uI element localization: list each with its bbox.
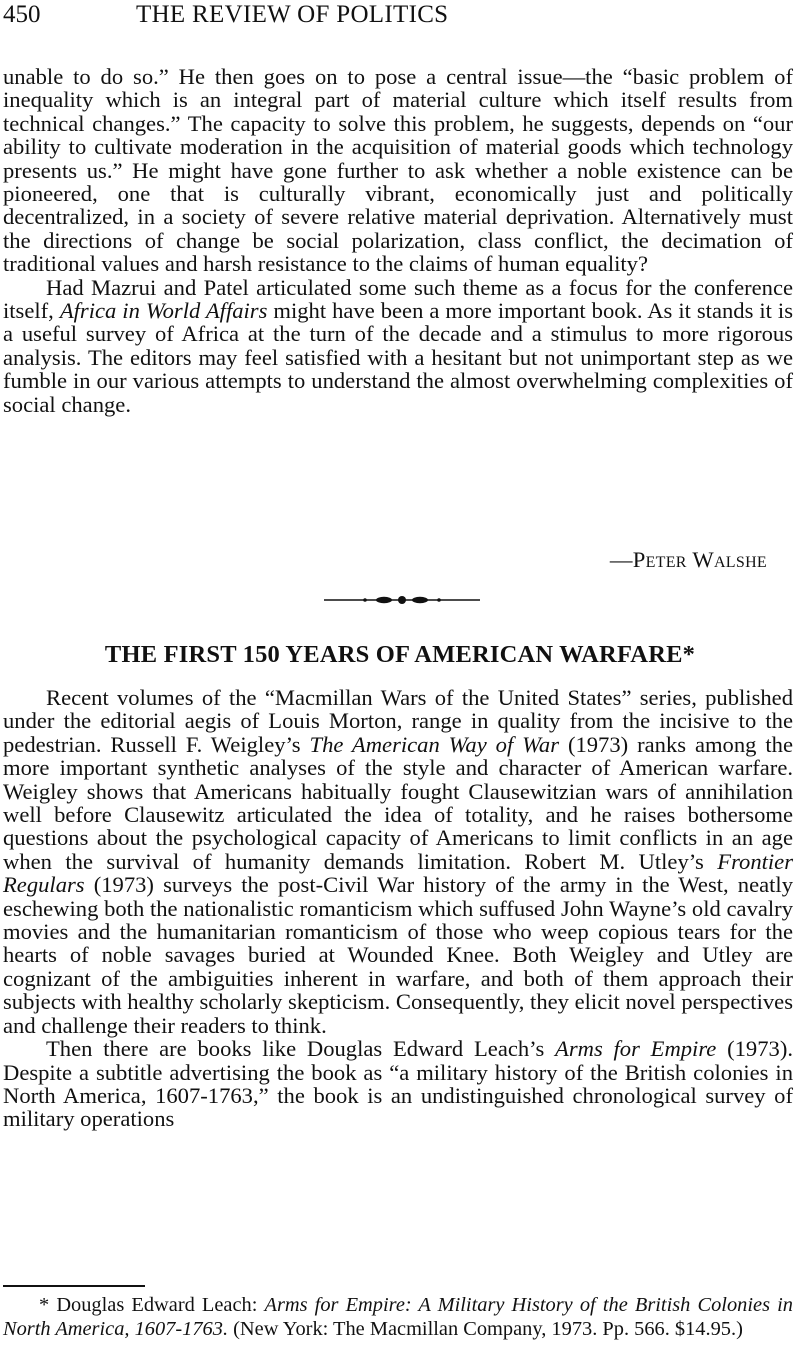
review-1-paragraph-2	[3, 276, 793, 416]
text-segment: (1973) surveys the post-Civil War history of the army in the West, neatly eschewing both the nationalistic romanticism which suffused John Wayne’s old cavalry movies and the humanitarian romanticism of those who weep copious tears for the hearts of noble savages buried at Wounded Knee. Both Weigley and Utley are cognizant of the ambiguities inherent in warfare, and both of them approach their subjects with healthy scholarly skepticism. Consequently, they elicit novel perspectives and challenge their readers to think.	[3, 872, 793, 1038]
review-1-signature: —Peter Walshe	[609, 547, 767, 572]
footnote-book-title: Arms for Empire: A Military History of the British Colonies in North America, 1607-1763.	[3, 1294, 793, 1340]
footnote-paragraph	[3, 1294, 793, 1341]
text-segment: (1973) ranks among the more important synthetic analyses of the style and character of American warfare. Weigley shows that Americans habitually fought Clausewitzian wars of annihilation well before Clausewitz articulated the idea of totality, and he raises bothersome questions about the psychological capacity of Americans to limit conflicts in an age when the survival of humanity demands limitation. Robert M. Utley’s	[3, 731, 793, 874]
book-title-africa-in-world-affairs: Africa in World Affairs	[59, 298, 268, 324]
review-2-title: THE FIRST 150 YEARS OF AMERICAN WARFARE*	[104, 641, 696, 668]
text-segment: Then there are books like Douglas Edward Leach’s	[46, 1036, 556, 1062]
review-2-paragraph-2	[3, 1037, 793, 1131]
review-1-paragraph-1	[3, 65, 793, 276]
review-2-paragraph-1	[3, 686, 793, 1037]
running-head	[3, 0, 793, 30]
book-title-american-way-of-war: The American Way of War	[309, 731, 560, 757]
text-segment: Had Mazrui and Patel articulated some such theme as a focus for the conference itself,	[3, 274, 793, 324]
page-number: 450	[3, 1, 41, 28]
book-title-frontier-regulars: Frontier Regulars	[3, 848, 793, 898]
review-2-body	[3, 686, 793, 1131]
text-segment: unable to do so.” He then goes on to pose a central issue—the “basic problem of inequality which is an integral part of material culture which itself results from technical changes.” The capacity to solve this problem, he suggests, depends on “our ability to cultivate moderation in the acquisition of material goods which technology presents us.” He might have gone further to ask whether a noble existence can be pioneered, one that is culturally vibrant, economically just and politically decentralized, in a society of severe relative material deprivation. Alternatively must the directions of change be social polarization, class conflict, the decimation of traditional values and harsh resistance to the claims of human equality?	[3, 64, 793, 277]
footnote-marker-text: * Douglas Edward Leach:	[39, 1294, 265, 1316]
text-segment: Recent volumes of the “Macmillan Wars of the United States” series, published under the editorial aegis of Louis Morton, range in quality from the incisive to the pedestrian. Russell F. Weigley’s	[3, 685, 793, 757]
text-segment: (1973). Despite a subtitle advertising the book as “a military history of the British colonies in North America, 1607-1763,” the book is an undistinguished chronological survey of military operations	[3, 1036, 793, 1132]
text-segment: might have been a more important book. As it stands it is a useful survey of Africa at the turn of the decade and a stimulus to more rigorous analysis. The editors may feel satisfied with a hesitant but not unimportant step as we fumble in our various attempts to understand the almost overwhelming complexities of social change.	[3, 298, 793, 417]
book-title-arms-for-empire: Arms for Empire	[555, 1036, 717, 1062]
ornament-divider-icon	[322, 592, 482, 608]
journal-title: THE REVIEW OF POLITICS	[136, 1, 449, 28]
review-1-body	[3, 65, 793, 416]
footnote	[3, 1294, 793, 1341]
footnote-rule	[3, 1285, 145, 1287]
footnote-publication-info: (New York: The Macmillan Company, 1973. Pp. 566. $14.95.)	[228, 1317, 743, 1340]
